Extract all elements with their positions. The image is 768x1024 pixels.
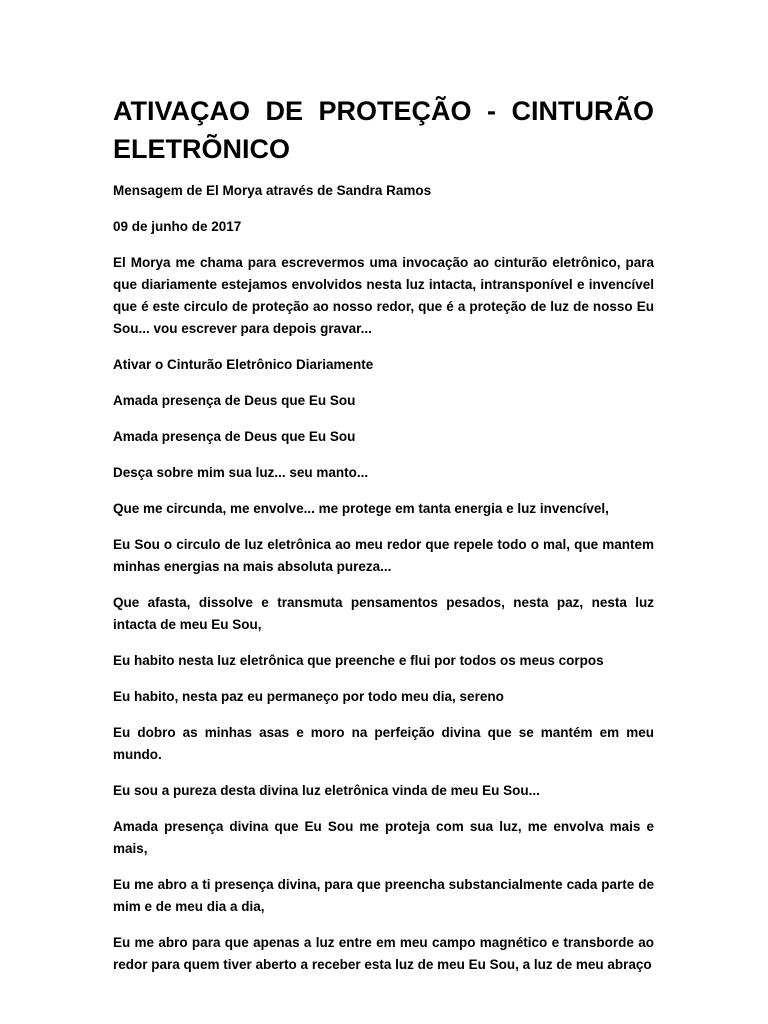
paragraph: Eu me abro para que apenas a luz entre em meu campo magnético e transborde ao redor para quem tiver aberto a receber esta luz de meu Eu Sou, a luz de meu abraço xyxy=(113,935,654,972)
paragraph: Desça sobre mim sua luz... seu manto... xyxy=(113,465,369,480)
paragraph: Eu habito nesta luz eletrônica que preenche e flui por todos os meus corpos xyxy=(113,653,604,668)
paragraph: Eu Sou o circulo de luz eletrônica ao meu redor que repele todo o mal, que mantem minhas energias na mais absoluta pureza... xyxy=(113,537,654,574)
paragraph: Que me circunda, me envolve... me protege em tanta energia e luz invencível, xyxy=(113,501,609,516)
paragraph-heading: Ativar o Cinturão Eletrônico Diariamente xyxy=(113,357,374,372)
document-page xyxy=(113,92,654,990)
paragraph: Amada presença de Deus que Eu Sou xyxy=(113,429,356,444)
paragraph: Eu habito, nesta paz eu permaneço por todo meu dia, sereno xyxy=(113,689,504,704)
document-subtitle: Mensagem de El Morya através de Sandra Ramos xyxy=(113,183,432,198)
paragraph: Amada presença de Deus que Eu Sou xyxy=(113,393,356,408)
document-date: 09 de junho de 2017 xyxy=(113,219,242,234)
document-title: ATIVAÇAO DE PROTEÇÃO - CINTURÃO ELETRÕNICO xyxy=(113,96,654,164)
paragraph: Eu sou a pureza desta divina luz eletrônica vinda de meu Eu Sou... xyxy=(113,783,540,798)
paragraph: Que afasta, dissolve e transmuta pensamentos pesados, nesta paz, nesta luz intacta de meu Eu Sou, xyxy=(113,595,654,632)
paragraph: Eu dobro as minhas asas e moro na perfeição divina que se mantém em meu mundo. xyxy=(113,725,654,762)
paragraph-intro: El Morya me chama para escrevermos uma invocação ao cinturão eletrônico, para que diariamente estejamos envolvidos nesta luz intacta, intransponível e invencível que é este circulo de proteção ao nosso redor, que é a proteção de luz de nosso Eu Sou... vou escrever para depois gravar... xyxy=(113,255,654,336)
paragraph: Amada presença divina que Eu Sou me proteja com sua luz, me envolva mais e mais, xyxy=(113,819,654,856)
paragraph: Eu me abro a ti presença divina, para que preencha substancialmente cada parte de mim e de meu dia a dia, xyxy=(113,877,654,914)
